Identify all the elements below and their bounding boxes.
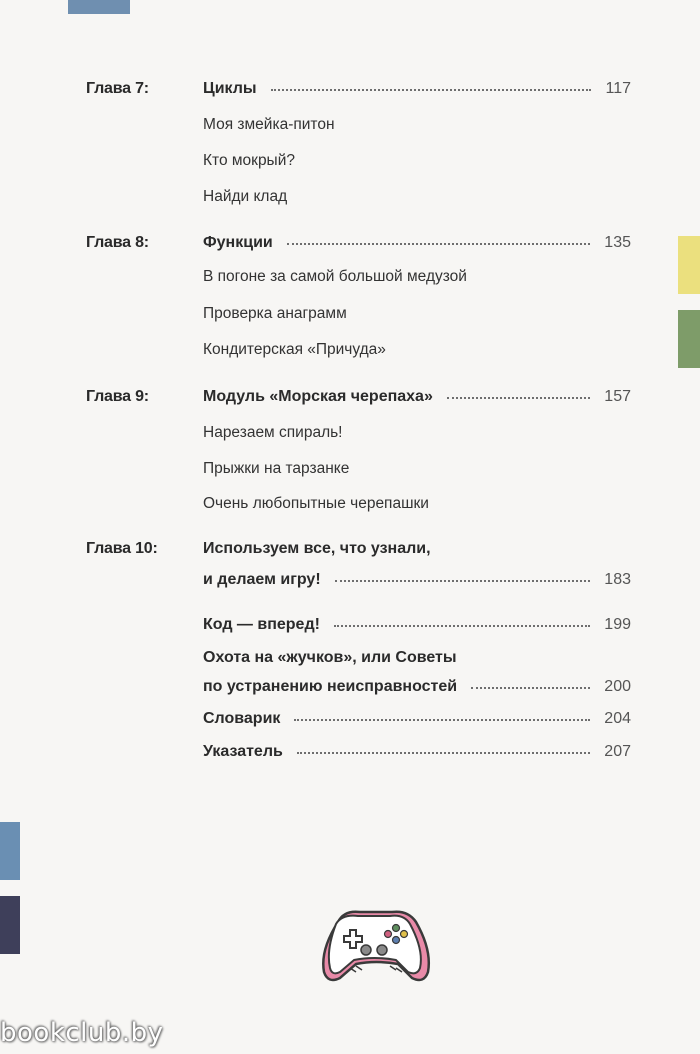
toc-chapter-8[interactable] [0, 234, 700, 262]
toc-subsection[interactable]: Нарезаем спираль! [203, 424, 343, 441]
toc-extra-bugs[interactable] [0, 649, 700, 677]
chapter-title: Функции [203, 234, 273, 251]
extra-title-line [203, 616, 631, 634]
dot-leader [335, 579, 591, 582]
page-number: 157 [604, 388, 631, 405]
dot-leader [471, 686, 590, 689]
blue-edge-tab [0, 822, 20, 880]
chapter-title-line [203, 388, 631, 406]
toc-chapter-10-line2[interactable] [0, 571, 700, 599]
extra-title: Указатель [203, 743, 283, 760]
page-number: 135 [604, 234, 631, 251]
page-number: 207 [604, 743, 631, 760]
chapter-title-line1: Используем все, что узнали, [203, 540, 431, 557]
toc-subsection[interactable]: Прыжки на тарзанке [203, 460, 350, 477]
extra-title-line2: по устранению неисправностей [203, 678, 458, 695]
chapter-title-line [203, 571, 631, 589]
extra-title: Код — вперед! [203, 616, 320, 633]
toc-chapter-10[interactable] [0, 540, 700, 568]
top-color-tab [68, 0, 130, 14]
chapter-label: Глава 7: [86, 80, 149, 97]
chapter-label: Глава 9: [86, 388, 149, 405]
toc-subsection[interactable]: Найди клад [203, 188, 288, 205]
toc-subsection[interactable]: Проверка анаграмм [203, 305, 347, 322]
extra-title: Словарик [203, 710, 281, 727]
toc-extra-index[interactable] [0, 743, 700, 771]
toc-extra-bugs-line2[interactable] [0, 678, 700, 706]
chapter-title: Циклы [203, 80, 257, 97]
toc-chapter-9[interactable] [0, 388, 700, 416]
dot-leader [287, 242, 591, 245]
page-number: 117 [605, 80, 631, 97]
extra-title-line1: Охота на «жучков», или Советы [203, 649, 457, 666]
dot-leader [294, 718, 590, 721]
dot-leader [297, 751, 590, 754]
gamepad-icon [310, 900, 440, 990]
page-number: 204 [604, 710, 631, 727]
toc-extra-code[interactable] [0, 616, 700, 644]
chapter-label: Глава 10: [86, 540, 158, 557]
toc-subsection[interactable]: Кто мокрый? [203, 152, 295, 169]
dot-leader [271, 88, 592, 91]
chapter-title-line [203, 234, 631, 252]
page-number: 199 [604, 616, 631, 633]
chapter-title-line [203, 80, 631, 98]
page-number: 183 [604, 571, 631, 588]
toc-extra-glossary[interactable] [0, 710, 700, 738]
green-edge-tab [678, 310, 700, 368]
extra-title-line [203, 743, 631, 761]
toc-chapter-7[interactable] [0, 80, 700, 108]
extra-title-line [203, 678, 631, 696]
watermark: bookclub.by [0, 1018, 164, 1048]
extra-title-line [203, 710, 631, 728]
dot-leader [334, 624, 590, 627]
toc-subsection[interactable]: Очень любопытные черепашки [203, 495, 429, 512]
page-number: 200 [604, 678, 631, 695]
navy-edge-tab [0, 896, 20, 954]
toc-subsection[interactable]: Моя змейка-питон [203, 116, 335, 133]
dot-leader [447, 396, 590, 399]
chapter-title-line2: и делаем игру! [203, 571, 321, 588]
chapter-title: Модуль «Морская черепаха» [203, 388, 433, 405]
chapter-label: Глава 8: [86, 234, 149, 251]
toc-subsection[interactable]: Кондитерская «Причуда» [203, 341, 386, 358]
toc-subsection[interactable]: В погоне за самой большой медузой [203, 268, 467, 285]
